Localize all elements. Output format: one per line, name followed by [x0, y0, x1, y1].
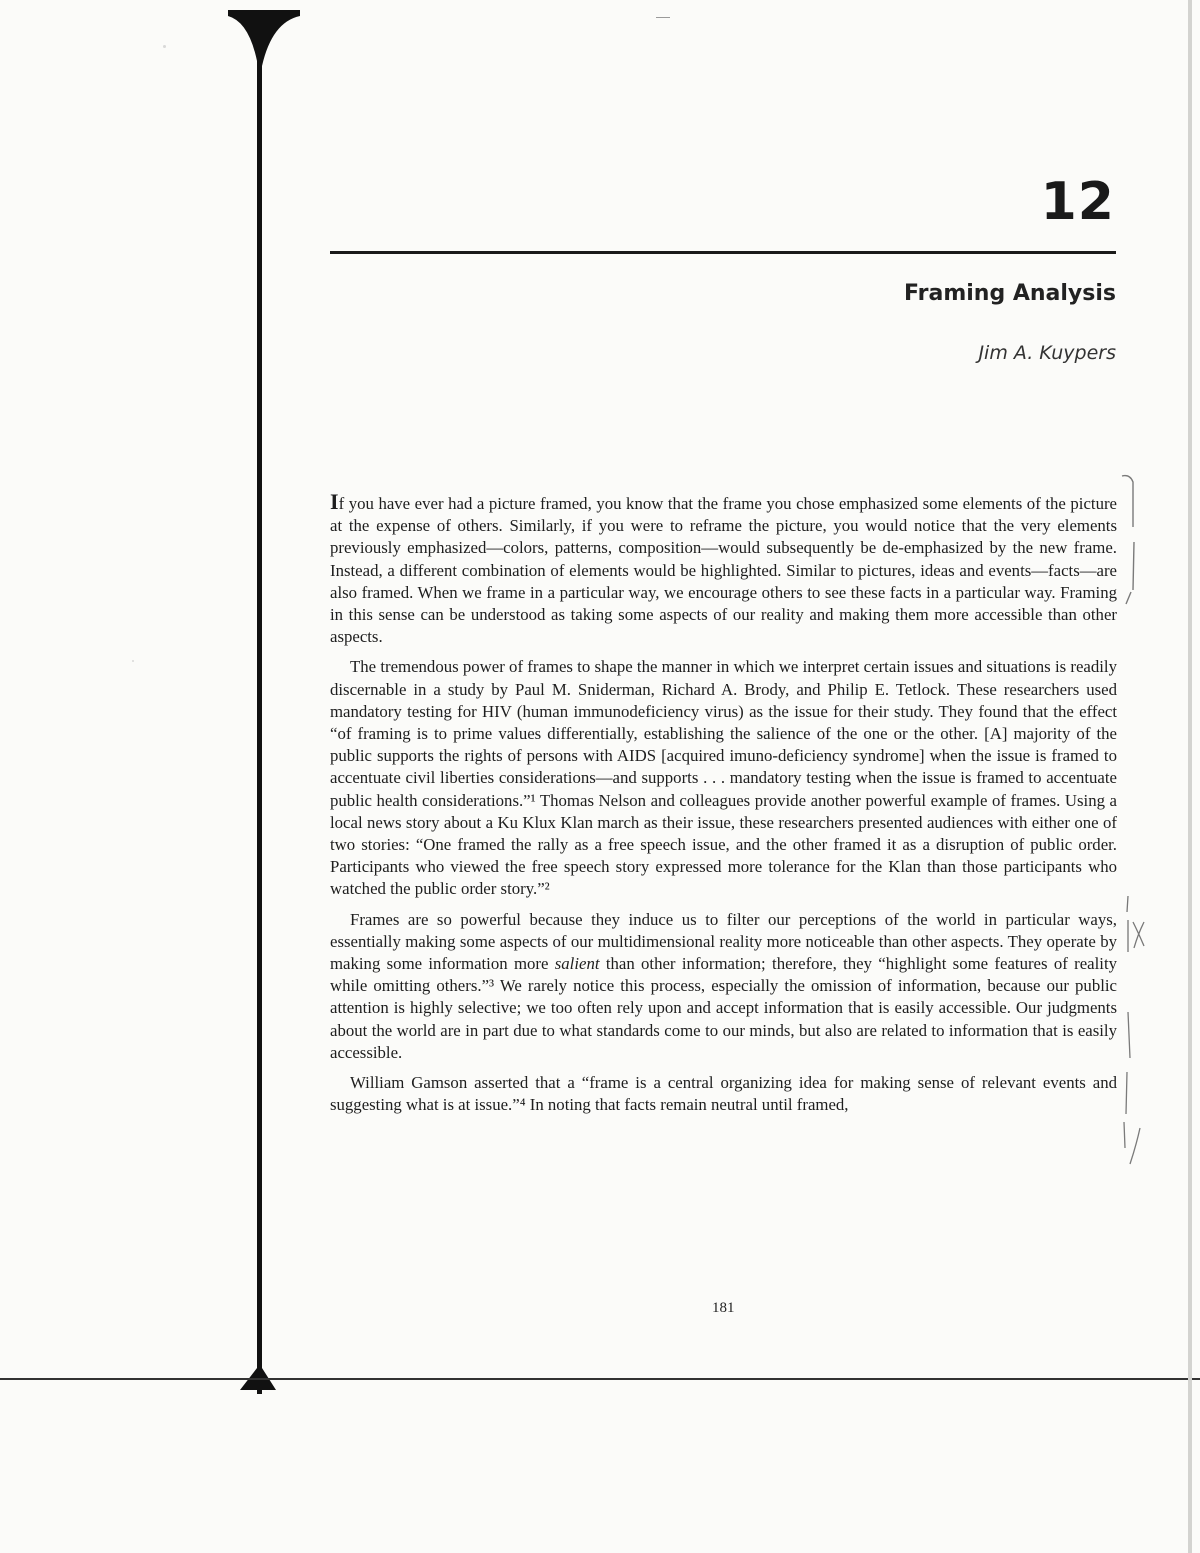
paragraph-1: [330, 489, 1117, 648]
paragraph-3-text-a: Frames are so powerful because they induce us to filter our perceptions of the world in particular ways, essentially making some aspects of our multidimensional reality more noticeable than other aspects. They operate by making some information more: [330, 909, 1117, 974]
paragraph-4: William Gamson asserted that a “frame is a central organizing idea for making sense of relevant events and suggesting what is at issue.”⁴ In noting that facts remain neutral until framed,: [330, 1073, 1117, 1115]
margin-bracket-mark: [1118, 472, 1148, 607]
chapter-number: 12: [1040, 172, 1115, 232]
binding-spine: [257, 28, 262, 1394]
chapter-title: Framing Analysis: [904, 281, 1116, 306]
margin-x-mark: [1122, 892, 1152, 972]
scan-speck: [163, 45, 166, 48]
drop-cap: I: [330, 489, 339, 514]
paragraph-1-text: f you have ever had a picture framed, you know that the frame you chose emphasized some elements of the picture at the expense of others. Similarly, if you were to reframe the picture, you would notice that the very elements previously emphasized—colors, patterns, composition—would subsequently be de-emphasized by the new frame. Instead, a different combination of elements would be highlighted. Similar to pictures, ideas and events—facts—are also framed. When we frame in a particular way, we encourage others to see these facts in a particular way. Framing in this sense can be understood as taking some aspects of our reality and making them more accessible than other aspects.: [330, 494, 1117, 647]
margin-bracket-mark-2: [1110, 1010, 1144, 1170]
body-text: [330, 489, 1118, 1116]
paragraph-3: [330, 909, 1117, 1064]
page-edge-shadow: [1188, 0, 1192, 1553]
scan-speck: [132, 660, 134, 662]
spine-bottom-wedge: [240, 1368, 276, 1392]
spine-top-wedge: [228, 8, 300, 68]
paragraph-2: The tremendous power of frames to shape the manner in which we interpret certain issues and situations is readily discernable in a study by Paul M. Sniderman, Richard A. Brody, and Philip E. Tetlock. These researchers used mandatory testing for HIV (human immunodeficiency virus) as the issue for their study. They found that the effect “of framing is to prime values differentially, establishing the salience of the one or the other. [A] majority of the public supports the rights of persons with AIDS [acquired imuno-deficiency syndrome] when the issue is framed to accentuate civil liberties considerations—and supports . . . mandatory testing when the issue is framed to accentuate public health considerations.”¹ Thomas Nelson and colleagues provide another powerful example of frames. Using a local news story about a Ku Klux Klan march as their issue, these researchers presented audiences with either one of two stories: “One framed the rally as a free speech issue, and the other framed it as a disruption of public order. Participants who viewed the free speech story expressed more tolerance for the Klan than those participants who watched the public order story.”²: [330, 657, 1117, 899]
scan-mark: [656, 17, 670, 18]
chapter-author: Jim A. Kuypers: [978, 342, 1116, 364]
page-number: 181: [712, 1300, 735, 1316]
chapter-rule: [330, 251, 1116, 254]
scan-edge-line: [0, 1378, 1200, 1380]
paragraph-3-italic: salient: [554, 954, 600, 974]
paragraph-3-text-b: than other information; therefore, they “highlight some features of reality while omitting others.”³ We rarely notice this process, especially the omission of information, because our public attention is highly selective; we too often rely upon and accept information that is easily accessible. Our judgments about the world are in part due to what standards come to our minds, but also are related to information that is easily accessible.: [330, 954, 1118, 1062]
